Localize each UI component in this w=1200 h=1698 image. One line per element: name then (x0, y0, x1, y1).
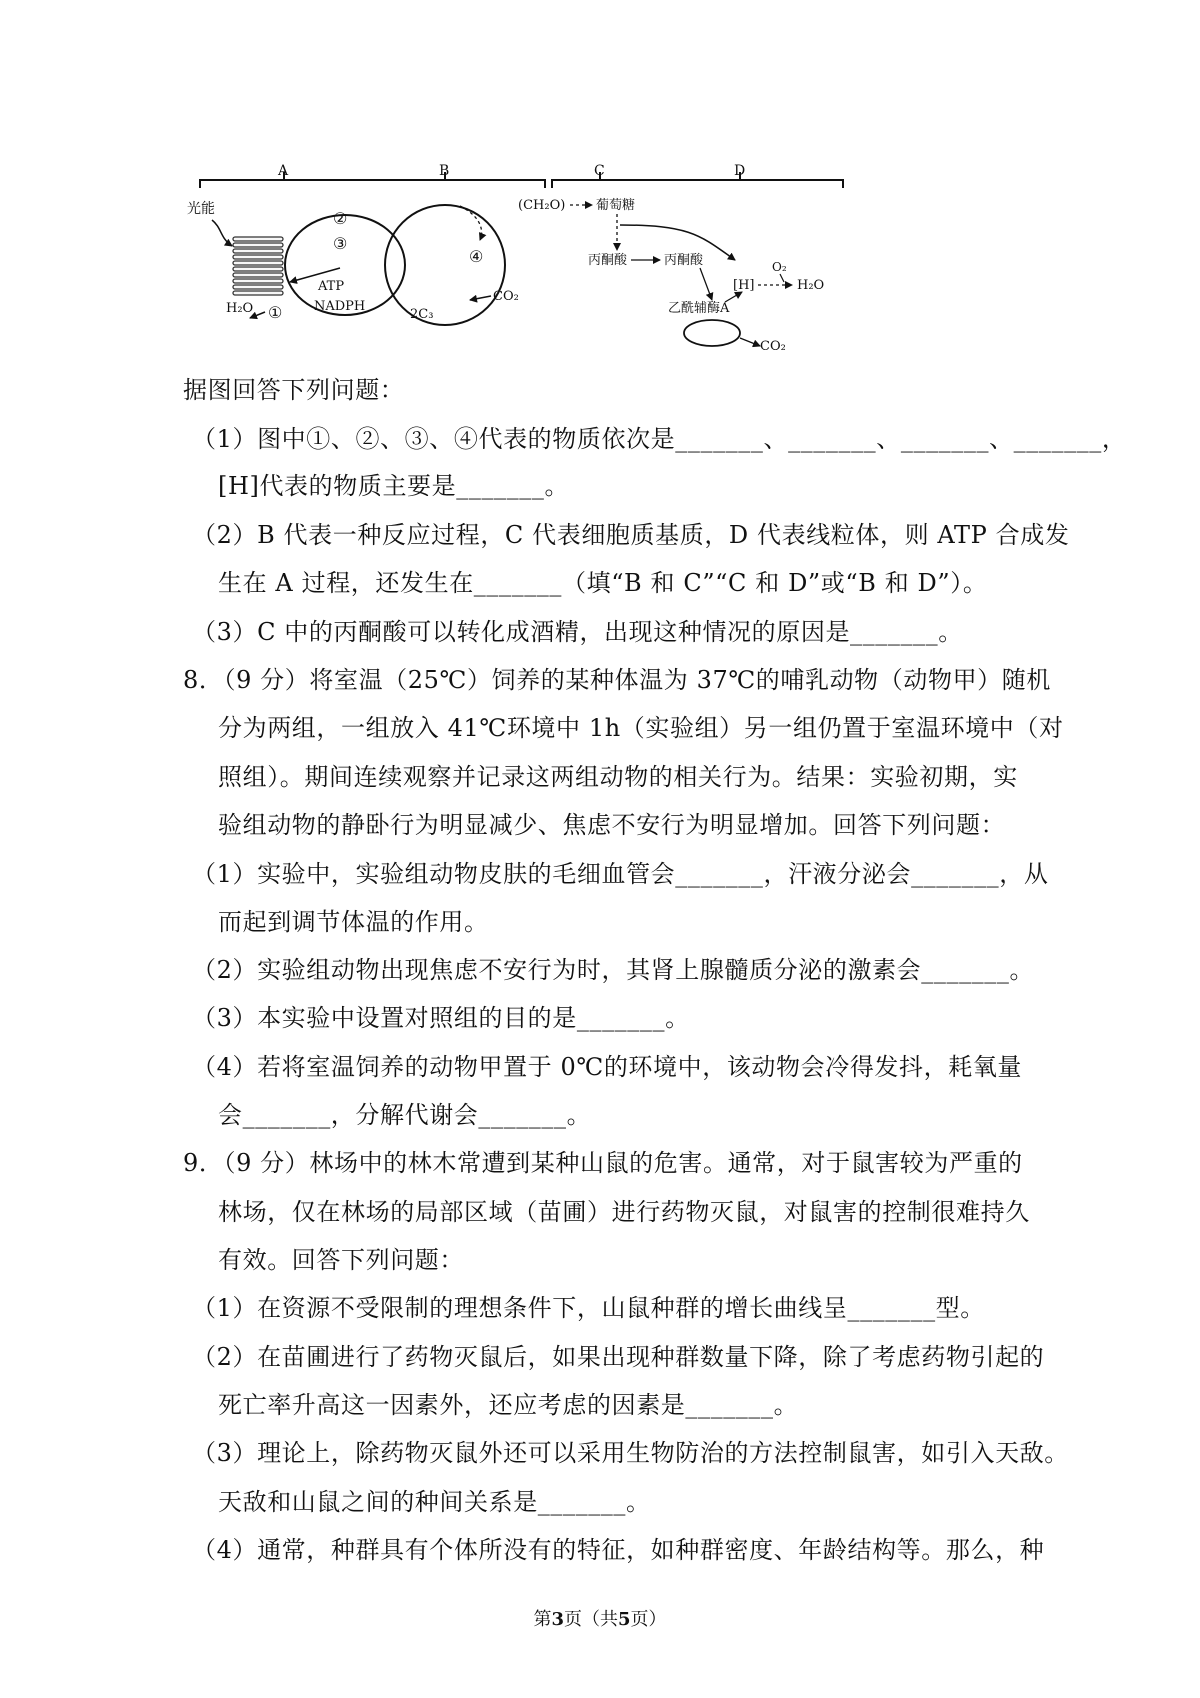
text-line-q9-2a: （2）在苗圃进行了药物灭鼠后，如果出现种群数量下降，除了考虑药物引起的 (192, 1343, 1045, 1371)
text-line-q8-1b: 而起到调节体温的作用。 (218, 908, 489, 936)
text-line-q8-1a: （1）实验中，实验组动物皮肤的毛细血管会_______，汗液分泌会_______，从 (192, 860, 1049, 888)
h2o-label-right: H₂O (797, 278, 825, 293)
text-line-q9-c: 有效。回答下列问题： (218, 1246, 464, 1274)
bracket-label-a: A (278, 163, 289, 179)
bracket-label-b: B (439, 163, 450, 179)
section-brackets (200, 172, 843, 188)
co2-arrow-left (470, 296, 491, 300)
photosynthesis-respiration-diagram (0, 0, 1200, 370)
ch2o-label: (CH₂O) (518, 198, 566, 213)
o2-arrow (780, 274, 784, 282)
footer-page-number: 3 (551, 1609, 564, 1630)
text-line-q9-3a: （3）理论上，除药物灭鼠外还可以采用生物防治的方法控制鼠害，如引入天敌。 (192, 1439, 1069, 1467)
text-line-q8-d: 验组动物的静卧行为明显减少、焦虑不安行为明显增加。回答下列问题： (218, 811, 1006, 839)
co2-label-right: CO₂ (760, 339, 786, 354)
text-line-q8-4b: 会_______，分解代谢会_______。 (218, 1101, 592, 1129)
co2-label-left: CO₂ (493, 289, 519, 304)
acetyl-coa-label: 乙酰辅酶A (668, 301, 730, 316)
text-line-q9-a: 9．（9 分）林场中的林木常遭到某种山鼠的危害。通常，对于鼠害较为严重的 (183, 1149, 1023, 1177)
tca-cycle-loop (684, 320, 740, 346)
text-line-q9-4: （4）通常，种群具有个体所没有的特征，如种群密度、年龄结构等。那么，种 (192, 1536, 1045, 1564)
text-line-q8-c: 照组）。期间连续观察并记录这两组动物的相关行为。结果：实验初期，实 (218, 763, 1018, 791)
text-line-q7-2a: （2）B 代表一种反应过程，C 代表细胞质基质，D 代表线粒体，则 ATP 合成发 (192, 521, 1070, 549)
text-line-q8-b: 分为两组，一组放入 41℃环境中 1h（实验组）另一组仍置于室温环境中（对 (218, 714, 1064, 742)
text-line-q7-1b: [H]代表的物质主要是_______。 (218, 472, 570, 500)
bracket-label-c: C (594, 163, 605, 179)
footer-total-pages: 5 (618, 1609, 631, 1630)
footer-middle: 页（共 (564, 1609, 618, 1630)
text-line-q7-3: （3）C 中的丙酮酸可以转化成酒精，出现这种情况的原因是_______。 (192, 618, 963, 646)
pyruvate-label-2: 丙酮酸 (664, 253, 704, 268)
footer-prefix: 第 (533, 1609, 552, 1630)
glucose-label: 葡萄糖 (596, 198, 636, 213)
text-line-q9-1: （1）在资源不受限制的理想条件下，山鼠种群的增长曲线呈_______型。 (192, 1294, 985, 1322)
atp-label: ATP (318, 279, 345, 294)
footer-suffix: 页） (630, 1609, 667, 1630)
c3-label: 2C₃ (410, 307, 434, 322)
nadph-label: NADPH (314, 299, 366, 314)
marker-2: ② (333, 209, 348, 228)
h2o-label-left: H₂O (226, 301, 254, 316)
text-line-intro: 据图回答下列问题： (183, 376, 405, 404)
hydrogen-label: [H] (733, 278, 755, 293)
thylakoid-stack (233, 237, 283, 295)
light-energy-label: 光能 (187, 201, 215, 217)
light-arrow (212, 220, 232, 246)
text-line-q8-a: 8．（9 分）将室温（25℃）饲养的某种体温为 37℃的哺乳动物（动物甲）随机 (183, 666, 1051, 694)
calvin-cycle-loop (385, 205, 505, 325)
text-line-q8-3: （3）本实验中设置对照组的目的是_______。 (192, 1004, 690, 1032)
text-line-q7-1a: （1）图中①、②、③、④代表的物质依次是_______、_______、_______、_______， (192, 425, 1127, 453)
text-line-q8-4a: （4）若将室温饲养的动物甲置于 0℃的环境中，该动物会冷得发抖，耗氧量 (192, 1053, 1023, 1081)
page-footer (0, 1608, 1200, 1632)
text-line-q7-2b: 生在 A 过程，还发生在_______（填“B 和 C”“C 和 D”或“B 和 D”）。 (218, 569, 988, 597)
bracket-label-d: D (734, 163, 746, 179)
o2-label: O₂ (772, 260, 787, 274)
pyruvate-label-1: 丙酮酸 (588, 253, 628, 268)
pyruvate-to-acetyl-arrow (700, 268, 712, 300)
text-line-q9-b: 林场，仅在林场的局部区域（苗圃）进行药物灭鼠，对鼠害的控制很难持久 (218, 1198, 1030, 1226)
marker-3: ③ (333, 234, 348, 253)
text-line-q9-3b: 天敌和山鼠之间的种间关系是_______。 (218, 1488, 651, 1516)
text-line-q8-2: （2）实验组动物出现焦虑不安行为时，其肾上腺髓质分泌的激素会_______。 (192, 956, 1035, 984)
marker-1: ① (268, 303, 283, 322)
co2-arrow-right (740, 338, 760, 346)
text-line-q9-2b: 死亡率升高这一因素外，还应考虑的因素是_______。 (218, 1391, 799, 1419)
acetyl-to-h-arrow (725, 292, 742, 302)
marker-4: ④ (469, 247, 484, 266)
